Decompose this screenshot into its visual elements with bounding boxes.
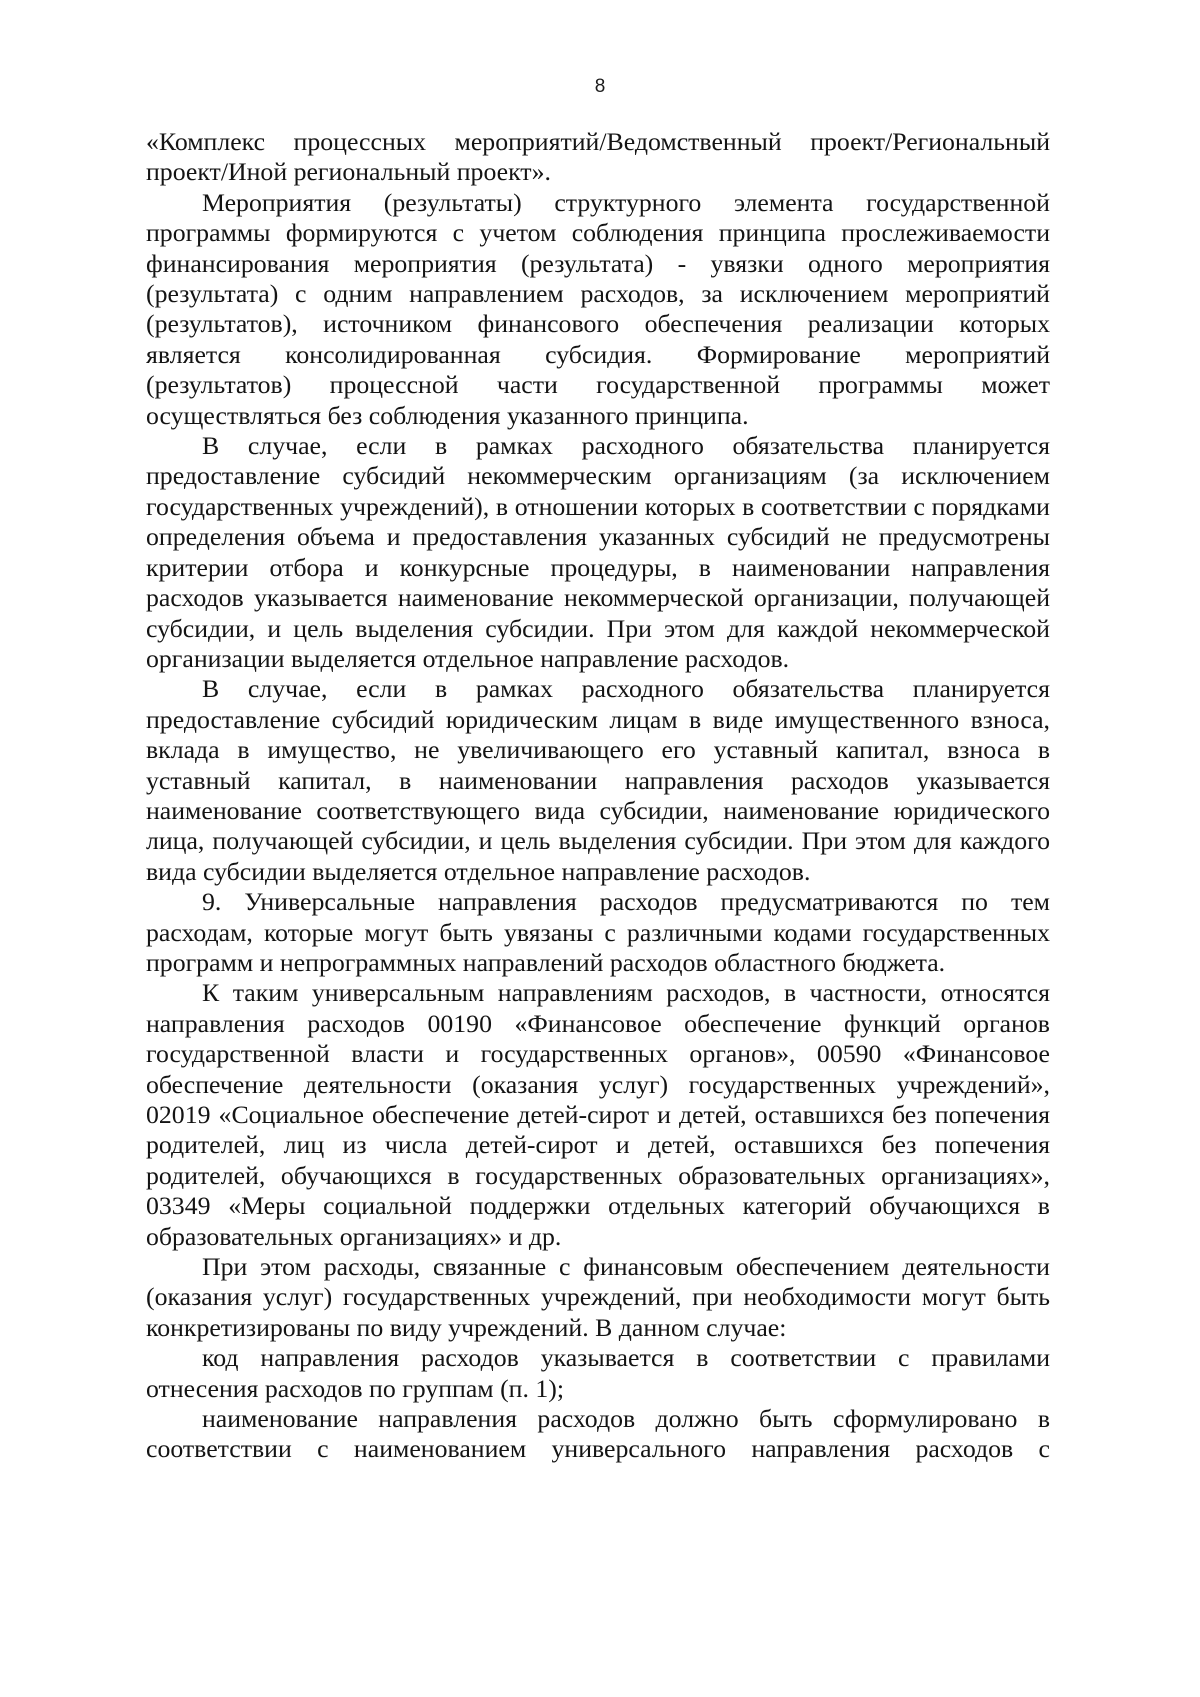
paragraph-nonprofit-subsidies: В случае, если в рамках расходного обязательства планируется предоставление субсидий некоммерческим организациям (за исключением государственных учреждений), в отношении которых в соответствии с порядками определения объема и предоставления указанных субсидий не предусмотрены критерии отбора и конкурсные процедуры, в наименовании направления расходов указывается наименование некоммерческой организации, получающей субсидии, и цель выделения субсидии. При этом для каждой некоммерческой организации выделяется отдельное направление расходов.	[146, 431, 1050, 673]
page-number: 8	[594, 76, 606, 97]
paragraph-traceability-principle: Мероприятия (результаты) структурного элемента государственной программы формируются с учетом соблюдения принципа прослеживаемости финансирования мероприятия (результата) - увязки одного мероприятия (результата) с одним направлением расходов, за исключением мероприятий (результатов), источником финансового обеспечения реализации которых является консолидированная субсидия. Формирование мероприятий (результатов) процессной части государственной программы может осуществляться без соблюдения указанного принципа.	[146, 187, 1050, 430]
paragraph-legal-entity-subsidies: В случае, если в рамках расходного обязательства планируется предоставление субсидий юридическим лицам в виде имущественного взноса, вклада в имущество, не увеличивающего его уставный капитал, взноса в уставный капитал, в наименовании направления расходов указывается наименование соответствующего вида субсидии, наименование юридического лица, получающей субсидии, и цель выделения субсидии. При этом для каждого вида субсидии выделяется отдельное направление расходов.	[146, 674, 1050, 886]
paragraph-universal-examples: К таким универсальным направлениям расходов, в частности, относятся направления расходов 00190 «Финансовое обеспечение функций органов государственной власти и государственных органов», 00590 «Финансовое обеспечение деятельности (оказания услуг) государственных учреждений», 02019 «Социальное обеспечение детей-сирот и детей, оставшихся без попечения родителей, лиц из числа детей-сирот и детей, оставшихся без попечения родителей, обучающихся в государственных образовательных организациях», 03349 «Меры социальной поддержки отдельных категорий обучающихся в образовательных организациях» и др.	[146, 978, 1050, 1251]
paragraph-code-rule: код направления расходов указывается в соответствии с правилами отнесения расходов по группам (п. 1);	[146, 1343, 1050, 1403]
paragraph-universal-directions: 9. Универсальные направления расходов предусматриваются по тем расходам, которые могут быть увязаны с различными кодами государственных программ и непрограммных направлений расходов областного бюджета.	[146, 887, 1050, 977]
paragraph-institution-types: При этом расходы, связанные с финансовым обеспечением деятельности (оказания услуг) государственных учреждений, при необходимости могут быть конкретизированы по виду учреждений. В данном случае:	[146, 1252, 1050, 1342]
paragraph-program-types: «Комплекс процессных мероприятий/Ведомственный проект/Региональный проект/Иной региональный проект».	[146, 127, 1050, 187]
document-body	[146, 127, 1050, 1465]
paragraph-name-rule: наименование направления расходов должно быть сформулировано в соответствии с наименованием универсального направления расходов с	[146, 1404, 1050, 1464]
